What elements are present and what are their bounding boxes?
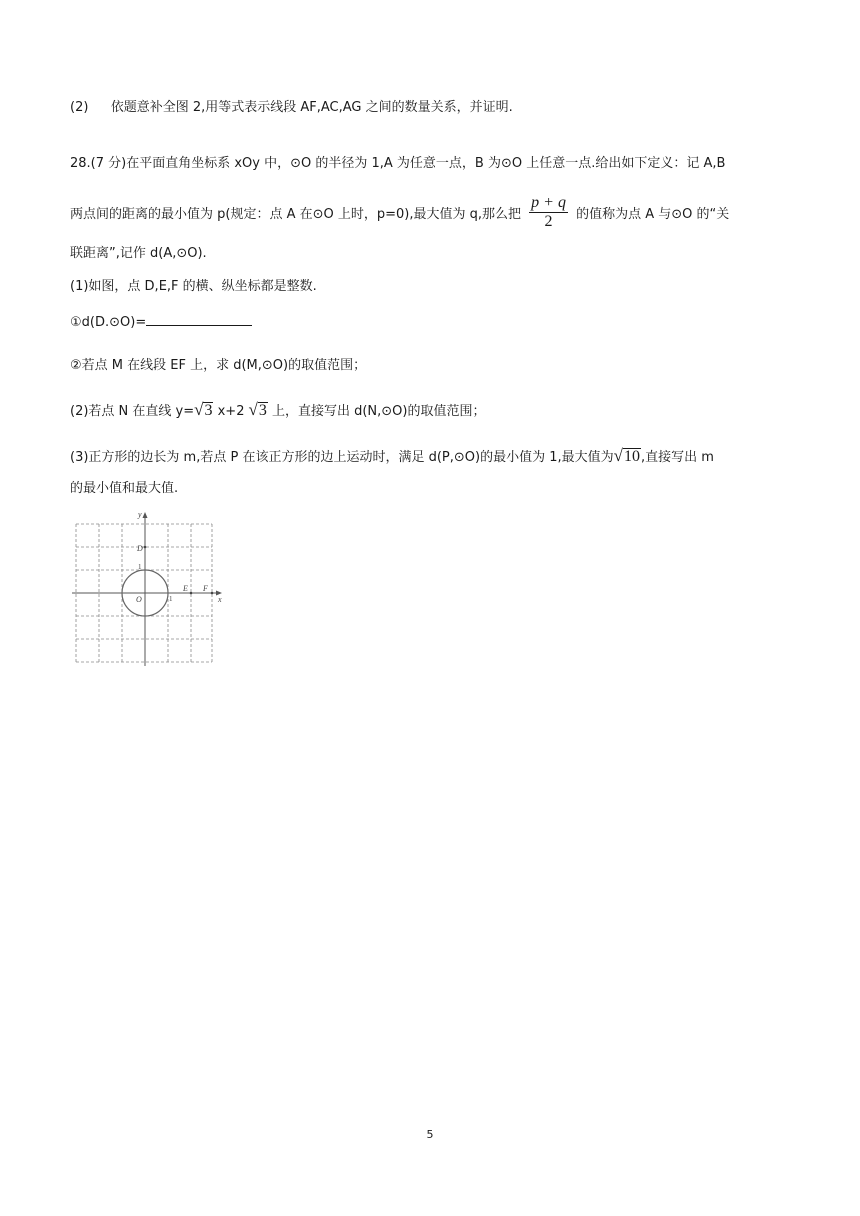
sub2-after: 上，直接写出 d(N,⊙O)的取值范围； (271, 404, 486, 419)
point-f-label: F (203, 584, 208, 593)
point-d (144, 546, 147, 549)
sub3-before: (3)正方形的边长为 m,若点 P 在该正方形的边上运动时，满足 d(P,⊙O)的最小值为 1,最大值为 (70, 450, 614, 465)
x-unit-label: 1 (169, 595, 173, 603)
point-d-label: D (137, 544, 143, 553)
q28-sub3-line2: 的最小值和最大值. (70, 481, 179, 496)
q28-sub1b: ②若点 M 在线段 EF 上，求 d(M,⊙O)的取值范围； (70, 358, 367, 373)
q28-sub1a (70, 311, 252, 333)
coordinate-figure (68, 506, 228, 671)
q28-sub3 (70, 446, 714, 468)
page-number: 5 (426, 1128, 434, 1141)
point-f (211, 592, 214, 595)
answer-blank (146, 311, 252, 326)
sub2-before: (2)若点 N 在直线 y= (70, 404, 195, 419)
sqrt-10-radicand: 10 (623, 448, 640, 465)
part2-prompt (70, 98, 513, 118)
y-axis-arrow-icon (143, 512, 148, 518)
x-axis-label: x (218, 595, 222, 604)
q28-sub2 (70, 400, 485, 422)
sqrt-3-b-radicand: 3 (258, 402, 267, 419)
q28-line2-before: 两点间的距离的最小值为 p(规定：点 A 在⊙O 上时，p=0),最大值为 q,那么把 (70, 207, 522, 222)
part2-label: (2) (70, 100, 89, 115)
sub2-mid: x+2 (217, 404, 245, 419)
point-e (190, 592, 193, 595)
origin-label: O (136, 595, 142, 604)
sqrt-3-a-radicand: 3 (204, 402, 213, 419)
q28-line3: 联距离”,记作 d(A,⊙O). (70, 246, 207, 261)
sqrt-3-a: √3 (194, 400, 213, 419)
q28-sub1: (1)如图，点 D,E,F 的横、纵坐标都是整数. (70, 279, 317, 294)
sqrt-10: √10 (613, 446, 640, 465)
y-axis-label: y (138, 510, 142, 519)
y-unit-label: 1 (138, 563, 142, 571)
sqrt-3-b: √3 (248, 400, 267, 419)
p-plus-q-over-2-fraction (529, 194, 568, 231)
q28-line2-after: 的值称为点 A 与⊙O 的“关 (576, 207, 730, 222)
part2-text: 依题意补全图 2,用等式表示线段 AF,AC,AG 之间的数量关系，并证明. (110, 100, 513, 115)
sub1a-text: ①d(D.⊙O)= (70, 315, 147, 330)
fraction-denominator: 2 (544, 213, 553, 230)
q28-line1: 28.(7 分)在平面直角坐标系 xOy 中，⊙O 的半径为 1,A 为任意一点，B 为⊙O 上任意一点.给出如下定义：记 A,B (70, 156, 726, 171)
point-e-label: E (183, 584, 188, 593)
q28-line2 (70, 196, 729, 233)
fraction-numerator: p + q (531, 194, 566, 211)
sub3-after: ,直接写出 m (640, 450, 714, 465)
